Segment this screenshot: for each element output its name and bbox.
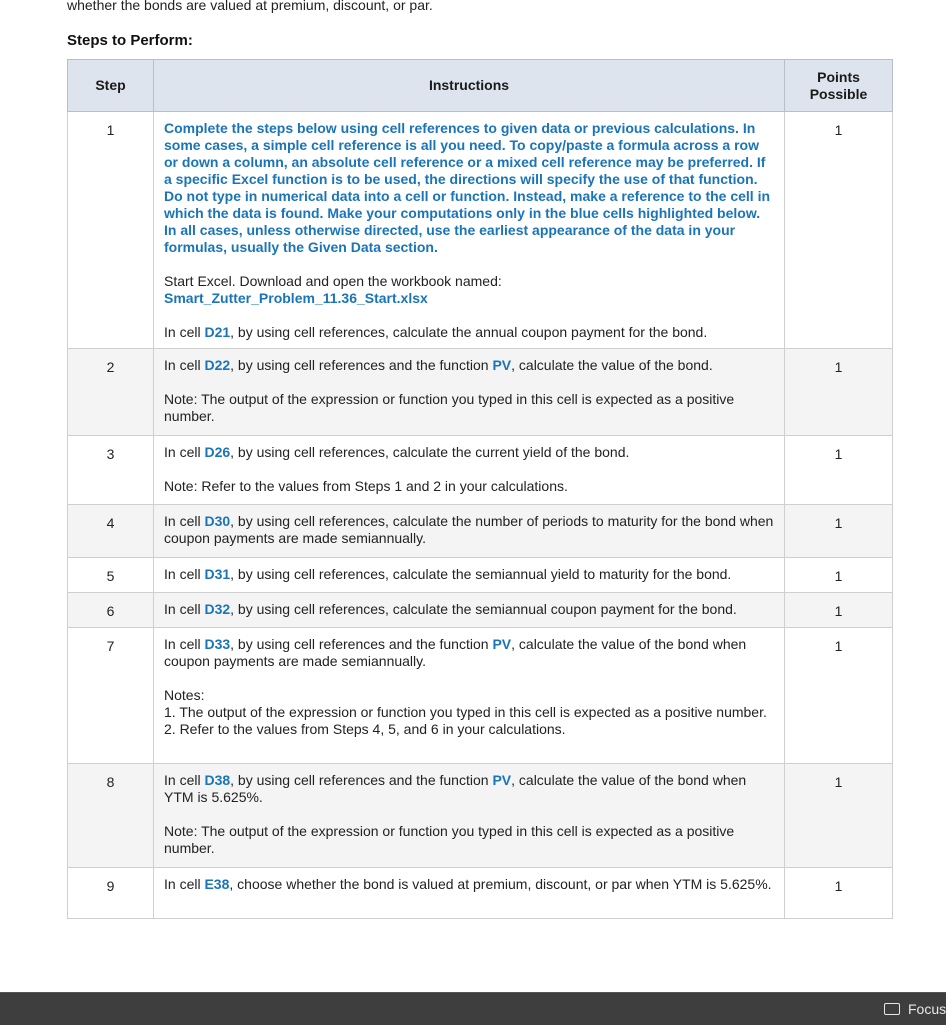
task-suffix: , choose whether the bond is valued at premium, discount, or par when YTM is 5.625%. bbox=[229, 876, 772, 892]
cell-reference: D33 bbox=[204, 636, 231, 652]
points-value: 1 bbox=[785, 868, 893, 919]
task-mid: , by using cell references and the function bbox=[230, 772, 493, 788]
task-text bbox=[164, 324, 774, 341]
task-text bbox=[164, 876, 774, 893]
instructions-cell bbox=[154, 868, 785, 919]
start-text: Start Excel. Download and open the workbook named: bbox=[164, 273, 502, 289]
task-text bbox=[164, 444, 774, 461]
bottom-bar bbox=[0, 992, 946, 1025]
cell-reference: D22 bbox=[204, 357, 231, 373]
points-value: 1 bbox=[785, 764, 893, 868]
instructions-cell bbox=[154, 558, 785, 593]
cell-reference: D21 bbox=[204, 324, 231, 340]
task-prefix: In cell bbox=[164, 566, 205, 582]
instructions-cell bbox=[154, 628, 785, 764]
points-value: 1 bbox=[785, 505, 893, 558]
focus-icon bbox=[884, 1003, 900, 1015]
cell-reference: D26 bbox=[204, 444, 231, 460]
step-number: 9 bbox=[68, 868, 154, 919]
task-prefix: In cell bbox=[164, 601, 205, 617]
step-number: 1 bbox=[68, 112, 154, 349]
task-prefix: In cell bbox=[164, 357, 205, 373]
steps-heading: Steps to Perform: bbox=[67, 32, 193, 49]
note-item: 1. The output of the expression or function you typed in this cell is expected as a positive number. bbox=[164, 704, 767, 720]
table-row bbox=[68, 505, 893, 558]
task-suffix: , calculate the value of the bond when coupon payments are made semiannually. bbox=[164, 636, 747, 669]
task-text bbox=[164, 357, 774, 374]
steps-table bbox=[67, 59, 893, 919]
function-name: PV bbox=[492, 357, 512, 373]
task-suffix: , by using cell references, calculate the number of periods to maturity for the bond when coupon payments are made semiannually. bbox=[164, 513, 774, 546]
table-row bbox=[68, 558, 893, 593]
cell-reference: D38 bbox=[204, 772, 231, 788]
focus-button[interactable] bbox=[884, 1001, 946, 1017]
task-text bbox=[164, 636, 774, 670]
task-suffix: , by using cell references, calculate the current yield of the bond. bbox=[230, 444, 630, 460]
note-item: 2. Refer to the values from Steps 4, 5, and 6 in your calculations. bbox=[164, 721, 566, 737]
step-number: 3 bbox=[68, 436, 154, 505]
instructions-cell bbox=[154, 436, 785, 505]
task-text bbox=[164, 601, 774, 618]
header-points: Points Possible bbox=[785, 60, 893, 112]
instructions-cell bbox=[154, 593, 785, 628]
cell-reference: D30 bbox=[204, 513, 231, 529]
cell-reference: E38 bbox=[204, 876, 230, 892]
table-header-row bbox=[68, 60, 893, 112]
notes-title: Notes: bbox=[164, 687, 205, 703]
step-number: 6 bbox=[68, 593, 154, 628]
task-prefix: In cell bbox=[164, 772, 205, 788]
task-prefix: In cell bbox=[164, 324, 205, 340]
instructions-cell bbox=[154, 349, 785, 436]
table-row bbox=[68, 349, 893, 436]
task-text bbox=[164, 513, 774, 547]
header-step: Step bbox=[68, 60, 154, 112]
task-prefix: In cell bbox=[164, 444, 205, 460]
table-row bbox=[68, 436, 893, 505]
step-number: 2 bbox=[68, 349, 154, 436]
note-text: Note: The output of the expression or function you typed in this cell is expected as a positive number. bbox=[164, 823, 735, 856]
intro-text: whether the bonds are valued at premium, discount, or par. bbox=[67, 0, 433, 13]
table-row bbox=[68, 593, 893, 628]
note-text: Note: Refer to the values from Steps 1 and 2 in your calculations. bbox=[164, 478, 568, 494]
cell-reference: D32 bbox=[204, 601, 231, 617]
task-suffix: , calculate the value of the bond when YTM is 5.625%. bbox=[164, 772, 747, 805]
table-row bbox=[68, 112, 893, 349]
points-value: 1 bbox=[785, 112, 893, 349]
task-suffix: , by using cell references, calculate the annual coupon payment for the bond. bbox=[230, 324, 708, 340]
points-value: 1 bbox=[785, 558, 893, 593]
task-prefix: In cell bbox=[164, 876, 205, 892]
focus-label: Focus bbox=[908, 1001, 946, 1017]
task-prefix: In cell bbox=[164, 513, 205, 529]
header-instructions: Instructions bbox=[154, 60, 785, 112]
points-value: 1 bbox=[785, 349, 893, 436]
points-value: 1 bbox=[785, 628, 893, 764]
task-text bbox=[164, 566, 774, 583]
step-number: 7 bbox=[68, 628, 154, 764]
instructions-cell bbox=[154, 764, 785, 868]
workbook-filename-link[interactable]: Smart_Zutter_Problem_11.36_Start.xlsx bbox=[164, 290, 428, 306]
instructions-cell bbox=[154, 505, 785, 558]
task-suffix: , calculate the value of the bond. bbox=[511, 357, 713, 373]
step-number: 5 bbox=[68, 558, 154, 593]
task-suffix: , by using cell references, calculate the semiannual coupon payment for the bond. bbox=[230, 601, 737, 617]
table-row bbox=[68, 868, 893, 919]
task-prefix: In cell bbox=[164, 636, 205, 652]
task-text bbox=[164, 772, 774, 806]
task-mid: , by using cell references and the function bbox=[230, 636, 493, 652]
instructions-cell bbox=[154, 112, 785, 349]
points-value: 1 bbox=[785, 593, 893, 628]
table-row bbox=[68, 764, 893, 868]
function-name: PV bbox=[492, 772, 512, 788]
general-instructions: Complete the steps below using cell references to given data or previous calculations. In some cases, a simple cell reference is all you need. To copy/paste a formula across a row or down a column, an absolute cell reference or a mixed cell reference may be preferred. If a specific Excel function is to be used, the directions will specify the use of that function. Do not type in numerical data into a cell or function. Instead, make a reference to the cell in which the data is found. Make your computations only in the blue cells highlighted below. In all cases, unless otherwise directed, use the earliest appearance of the data in your formulas, usually the Given Data section. bbox=[164, 120, 771, 255]
table-row bbox=[68, 628, 893, 764]
task-mid: , by using cell references and the function bbox=[230, 357, 493, 373]
points-value: 1 bbox=[785, 436, 893, 505]
step-number: 4 bbox=[68, 505, 154, 558]
note-text: Note: The output of the expression or function you typed in this cell is expected as a positive number. bbox=[164, 391, 735, 424]
task-suffix: , by using cell references, calculate the semiannual yield to maturity for the bond. bbox=[230, 566, 732, 582]
function-name: PV bbox=[492, 636, 512, 652]
cell-reference: D31 bbox=[204, 566, 231, 582]
step-number: 8 bbox=[68, 764, 154, 868]
